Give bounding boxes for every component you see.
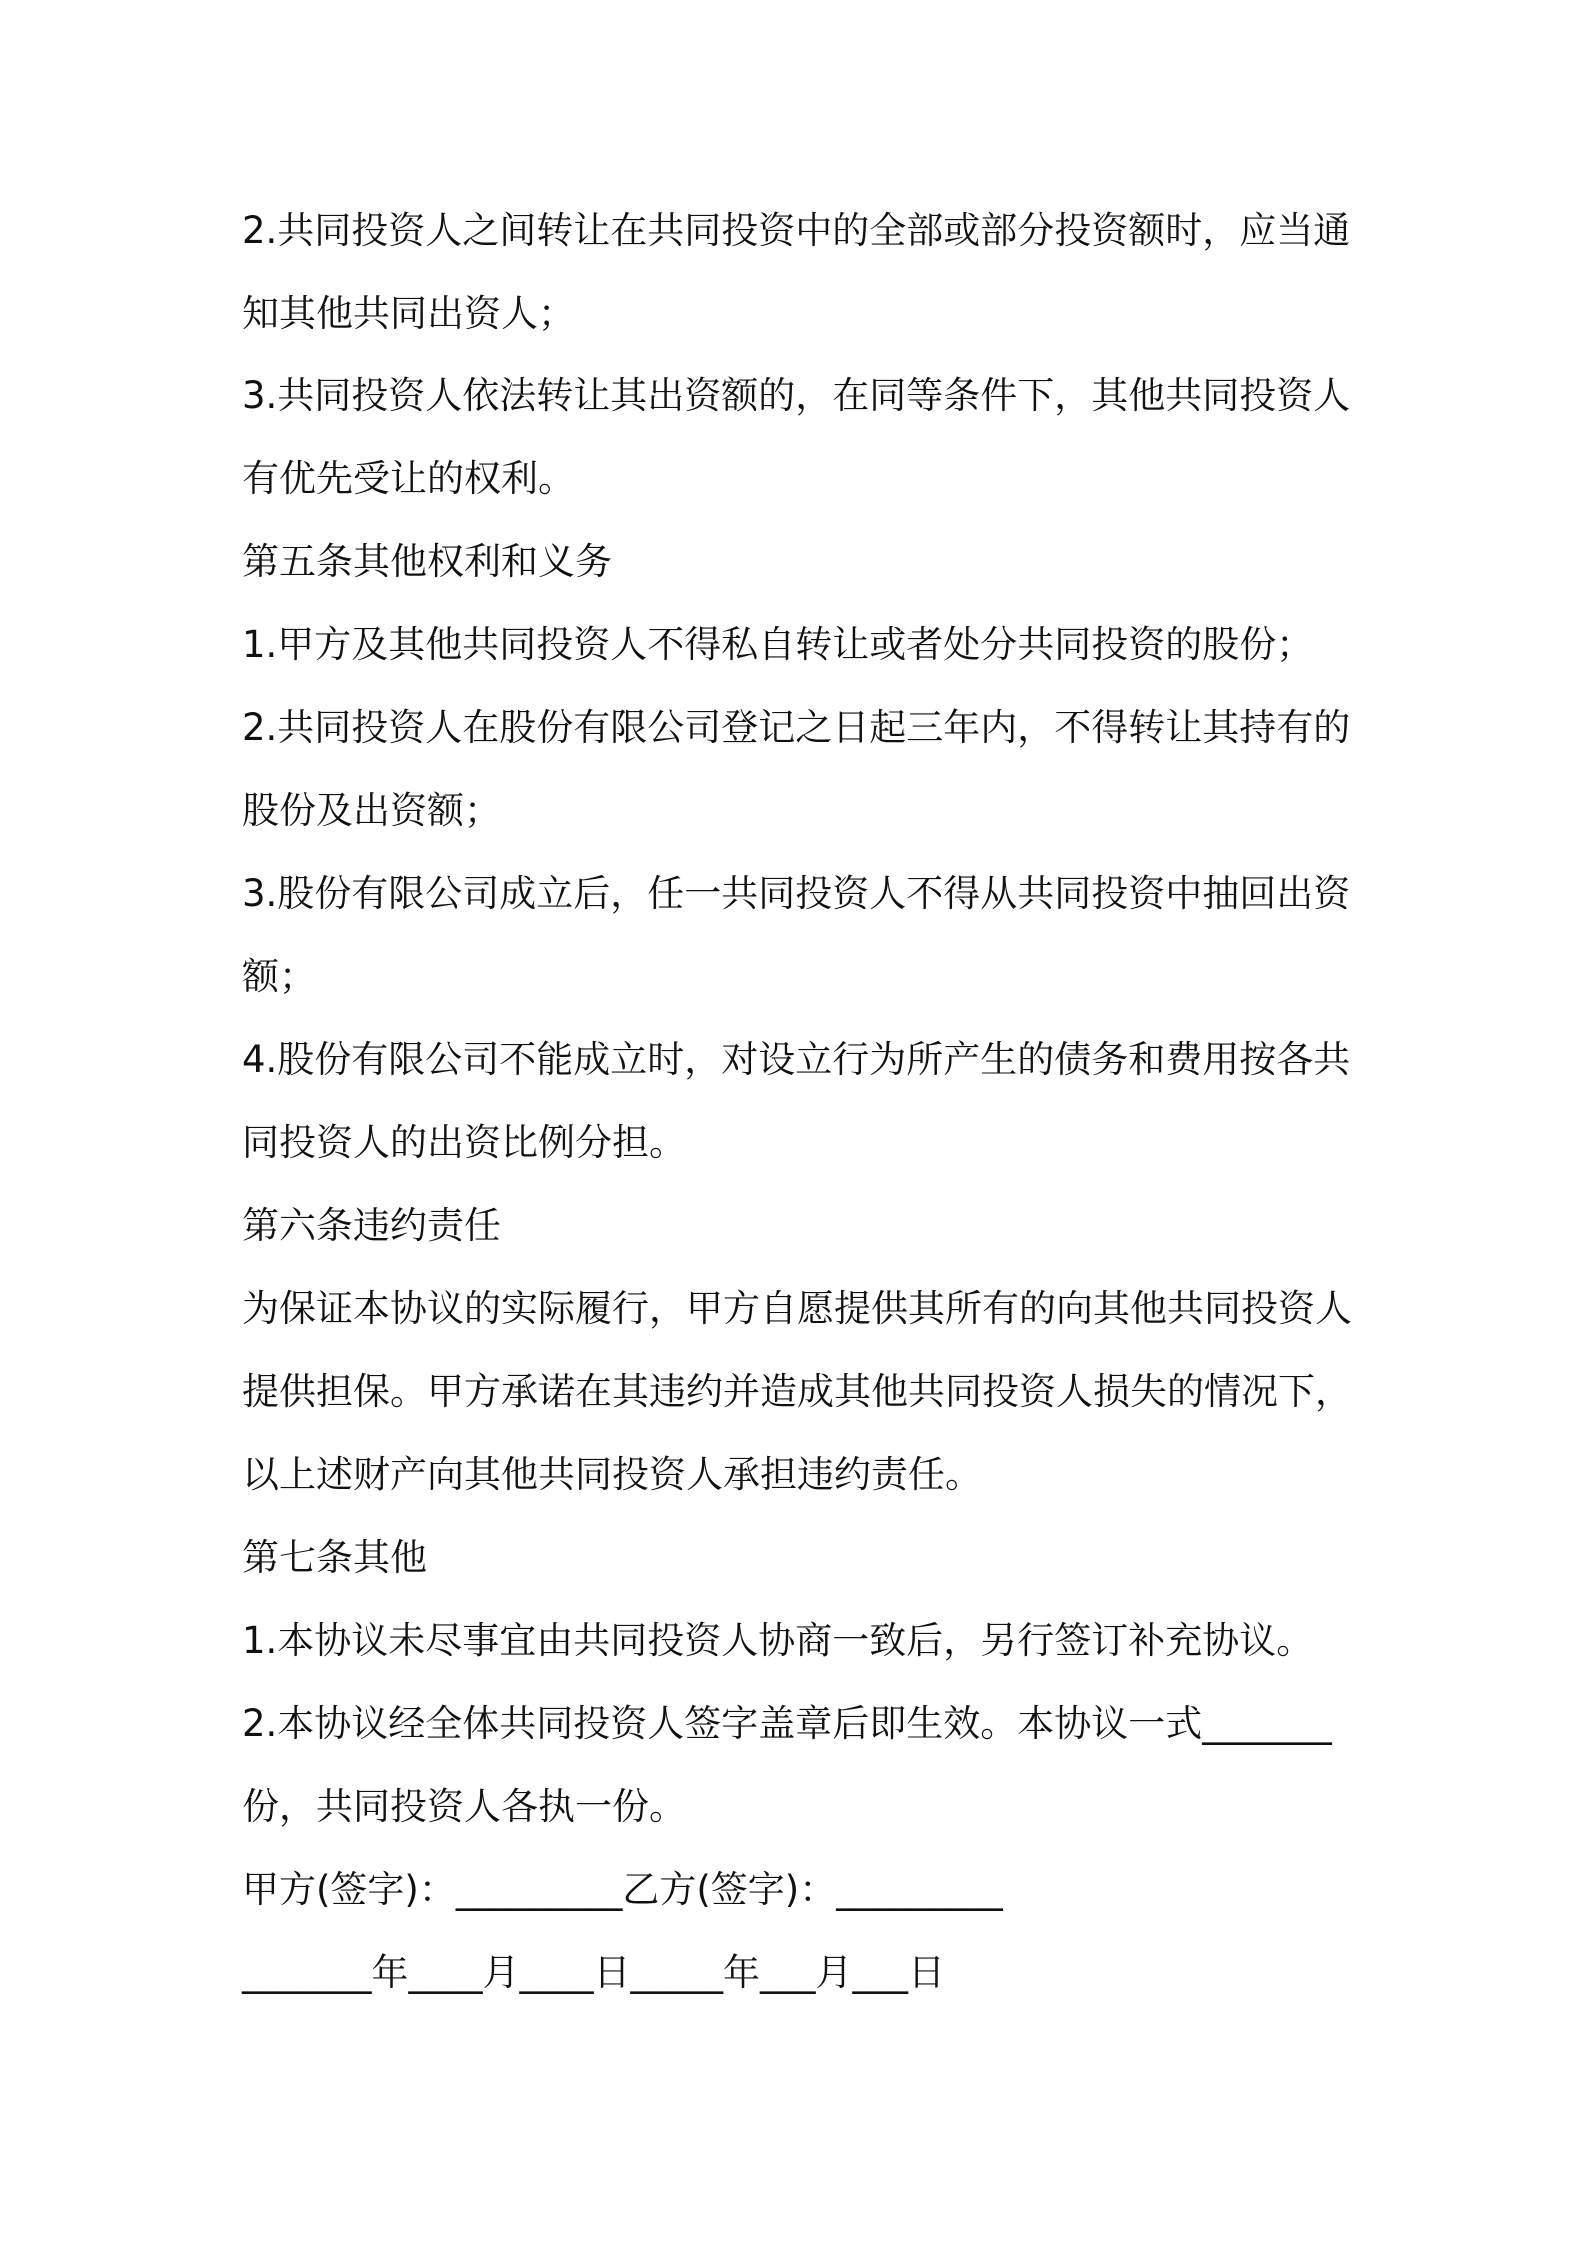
paragraph-line: 1.本协议未尽事宜由共同投资人协商一致后，另行签订补充协议。: [242, 1619, 1314, 1662]
paragraph-line: 1.甲方及其他共同投资人不得私自转让或者处分共同投资的股份；: [242, 623, 1314, 666]
paragraph-line: 4.股份有限公司不能成立时，对设立行为所产生的债务和费用按各共: [242, 1038, 1351, 1081]
section-heading: 第七条其他: [242, 1536, 427, 1579]
paragraph-line: 同投资人的出资比例分担。: [242, 1121, 686, 1164]
section-heading: 第五条其他权利和义务: [242, 540, 612, 583]
paragraph-line: 股份及出资额；: [242, 789, 501, 832]
paragraph-line: 3.共同投资人依法转让其出资额的，在同等条件下，其他共同投资人: [242, 374, 1351, 417]
paragraph-line: 以上述财产向其他共同投资人承担违约责任。: [242, 1453, 982, 1496]
paragraph-line: 额；: [242, 955, 316, 998]
date-line: _______年____月____日_____年___月___日: [242, 1951, 945, 1994]
paragraph-line: 提供担保。甲方承诺在其违约并造成其他共同投资人损失的情况下，: [242, 1370, 1352, 1413]
paragraph-line: 2.共同投资人之间转让在共同投资中的全部或部分投资额时，应当通: [242, 209, 1351, 252]
paragraph-line: 2.共同投资人在股份有限公司登记之日起三年内，不得转让其持有的: [242, 706, 1351, 749]
paragraph-line: 有优先受让的权利。: [242, 457, 575, 500]
paragraph-line: 份，共同投资人各执一份。: [242, 1785, 686, 1828]
paragraph-line: 3.股份有限公司成立后，任一共同投资人不得从共同投资中抽回出资: [242, 872, 1351, 915]
paragraph-line: 知其他共同出资人；: [242, 292, 575, 335]
signature-line: 甲方(签字)：_________乙方(签字)：_________: [242, 1868, 1003, 1911]
paragraph-line: 2.本协议经全体共同投资人签字盖章后即生效。本协议一式_______: [242, 1702, 1332, 1745]
paragraph-line: 为保证本协议的实际履行，甲方自愿提供其所有的向其他共同投资人: [242, 1287, 1352, 1330]
section-heading: 第六条违约责任: [242, 1204, 501, 1247]
